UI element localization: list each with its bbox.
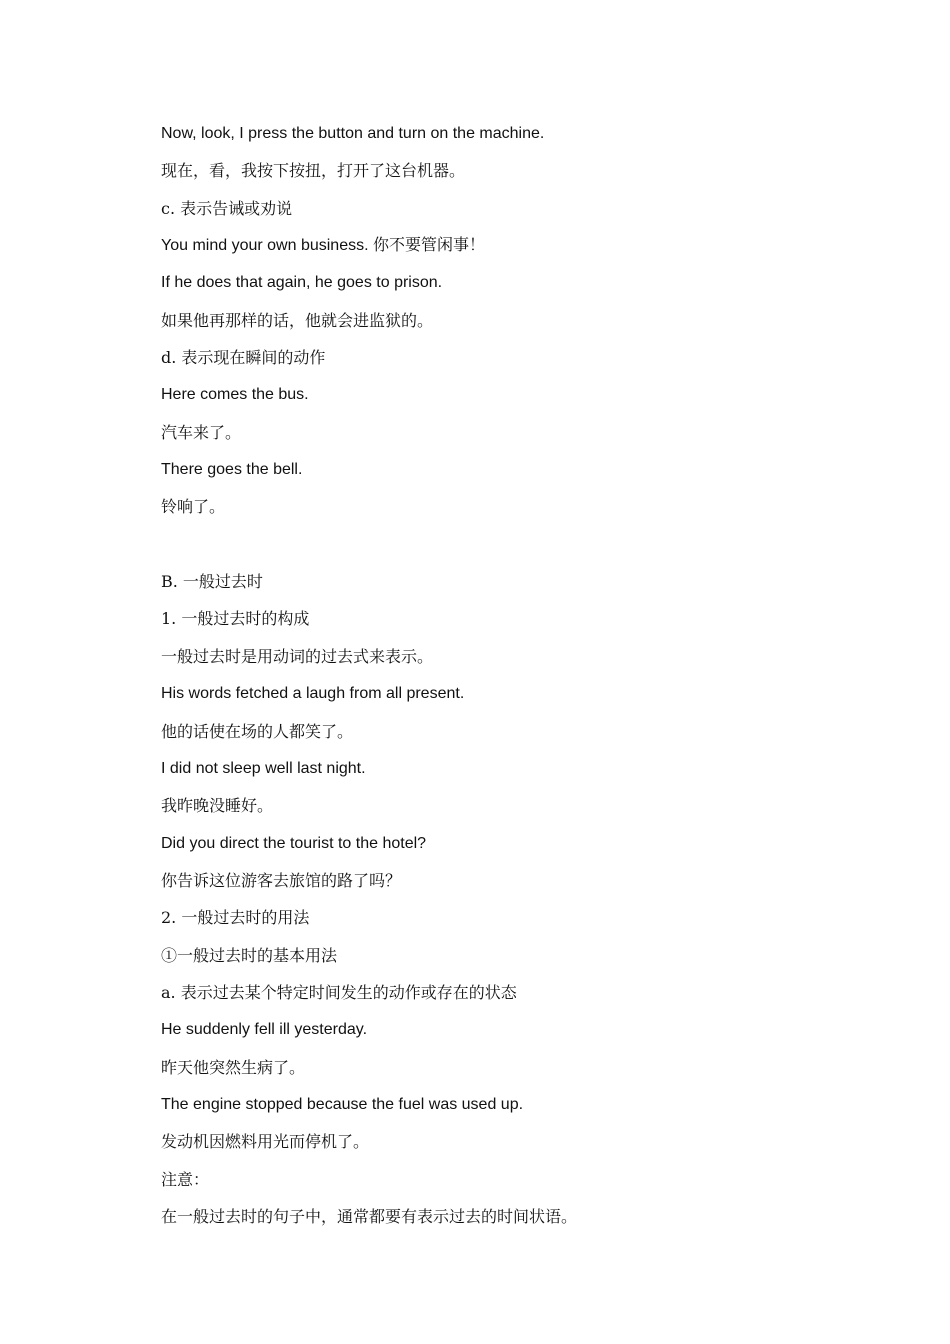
text-line: 昨天他突然生病了。 — [161, 1057, 306, 1077]
text-line: There goes the bell. — [161, 461, 303, 479]
document-body — [161, 122, 861, 1242]
text-line: 一般过去时是用动词的过去式来表示。 — [161, 646, 434, 666]
text-line: 你告诉这位游客去旅馆的路了吗？ — [161, 870, 402, 890]
text-line: His words fetched a laugh from all present. — [161, 685, 465, 703]
text-line: c. 表示告诫或劝说 — [161, 198, 293, 218]
section-heading: B. 一般过去时 — [161, 572, 263, 592]
text-line: ①一般过去时的基本用法 — [161, 945, 338, 965]
blank-line — [161, 533, 861, 570]
text-line: He suddenly fell ill yesterday. — [161, 1021, 368, 1039]
text-line: Here comes the bus. — [161, 386, 309, 404]
text-line: 如果他再那样的话，他就会进监狱的。 — [161, 310, 434, 330]
note-label: 注意： — [161, 1169, 210, 1189]
text-line: a. 表示过去某个特定时间发生的动作或存在的状态 — [161, 982, 517, 1002]
subsection-heading: 2. 一般过去时的用法 — [161, 908, 310, 928]
text-line: Now, look, I press the button and turn on the machine. — [161, 125, 545, 142]
text-line: 他的话使在场的人都笑了。 — [161, 721, 354, 741]
text-line: I did not sleep well last night. — [161, 759, 366, 777]
text-line: 铃响了。 — [161, 497, 226, 517]
text-line: If he does that again, he goes to prison. — [161, 274, 443, 292]
text-line: 我昨晚没睡好。 — [161, 796, 274, 816]
text-line: 发动机因燃料用光而停机了。 — [161, 1132, 370, 1152]
text-line: 在一般过去时的句子中，通常都要有表示过去的时间状语。 — [161, 1206, 578, 1226]
text-line: Did you direct the tourist to the hotel? — [161, 834, 427, 852]
text-line: The engine stopped because the fuel was used up. — [161, 1095, 524, 1113]
text-line: d. 表示现在瞬间的动作 — [161, 348, 326, 368]
subsection-heading: 1. 一般过去时的构成 — [161, 609, 310, 629]
text-line: 汽车来了。 — [161, 422, 242, 442]
text-line: You mind your own business. 你不要管闲事！ — [161, 237, 485, 255]
text-line: 现在，看，我按下按扭，打开了这台机器。 — [161, 161, 466, 181]
